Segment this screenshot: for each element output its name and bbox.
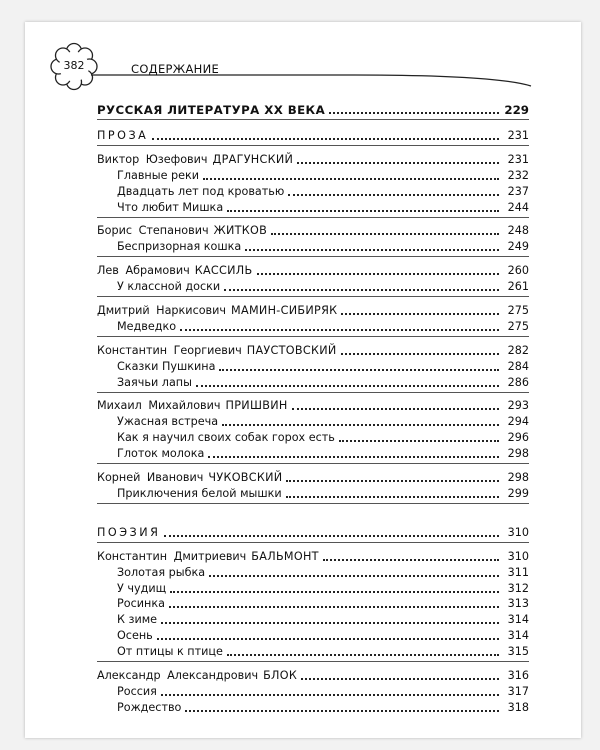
toc-work-row (97, 580, 529, 596)
work-title: Медведко (117, 319, 177, 333)
toc-work-row (97, 627, 529, 643)
author-given-name: Константин Георгиевич (97, 343, 242, 357)
dot-leader (323, 559, 499, 561)
work-title: Золотая рыбка (117, 565, 206, 579)
section-label: ПРОЗА (97, 129, 149, 142)
work-title: Глоток молока (117, 447, 205, 461)
dot-leader (209, 575, 499, 577)
toc-work-row (97, 429, 529, 445)
work-title: Ужасная встреча (117, 415, 219, 429)
toc-work-row (97, 643, 529, 659)
toc-work-row (97, 278, 529, 294)
author-surname: ПРИШВИН (225, 399, 288, 413)
toc-page-number: 311 (507, 565, 529, 579)
toc-work-row (97, 413, 529, 429)
dot-leader (185, 710, 499, 712)
toc-work-row (97, 199, 529, 215)
toc-author-row (97, 469, 529, 485)
divider (97, 542, 529, 543)
author-surname: МАМИН-СИБИРЯК (231, 304, 338, 318)
toc-work-row (97, 485, 529, 501)
work-title: Сказки Пушкина (117, 359, 216, 373)
dot-leader (222, 424, 499, 426)
dot-leader (157, 638, 499, 640)
toc-page-number: 315 (507, 645, 529, 659)
author-surname: БЛОК (263, 669, 298, 683)
author-surname: ЧУКОВСКИЙ (208, 471, 283, 485)
dot-leader (227, 210, 499, 212)
work-title: От птицы к птице (117, 645, 223, 659)
dot-leader (257, 273, 500, 275)
divider (97, 296, 529, 297)
dot-leader (297, 162, 499, 164)
toc-work-row (97, 564, 529, 580)
toc-page-number: 284 (507, 359, 529, 373)
toc-page-number: 244 (507, 200, 529, 214)
table-of-contents (97, 98, 529, 715)
toc-work-row (97, 167, 529, 183)
work-title: Беспризорная кошка (117, 240, 242, 254)
work-title: Приключения белой мышки (117, 486, 282, 500)
toc-page-number: 231 (507, 129, 529, 142)
dot-leader (219, 369, 499, 371)
work-title: К зиме (117, 613, 158, 627)
divider (97, 392, 529, 393)
dot-leader (161, 622, 499, 624)
toc-author-row (97, 398, 529, 414)
dot-leader (152, 138, 499, 140)
work-title: Заячьи лапы (117, 375, 192, 389)
divider (97, 145, 529, 146)
toc-page-number: 314 (507, 613, 529, 627)
section-label: ПОЭЗИЯ (97, 525, 161, 539)
dot-leader (227, 654, 499, 656)
toc-work-row (97, 611, 529, 627)
author-given-name: Михаил Михайлович (97, 399, 221, 413)
dot-leader (164, 535, 499, 537)
toc-page-number: 286 (507, 375, 529, 389)
toc-page-number: 310 (507, 525, 529, 539)
work-title: Двадцать лет под кроватью (117, 184, 285, 198)
dot-leader (339, 440, 499, 442)
toc-work-row (97, 358, 529, 374)
toc-page-number: 310 (507, 549, 529, 563)
toc-page-number: 282 (507, 343, 529, 357)
toc-page-number: 312 (507, 581, 529, 595)
divider (97, 119, 529, 120)
toc-page-number: 231 (507, 152, 529, 166)
work-title: Как я научил своих собак горох есть (117, 431, 335, 445)
work-title: Рождество (117, 700, 182, 714)
toc-work-row (97, 374, 529, 390)
dot-leader (203, 178, 499, 180)
toc-page-number: 317 (507, 684, 529, 698)
dot-leader (286, 480, 499, 482)
header-title: СОДЕРЖАНИЕ (131, 62, 220, 76)
toc-page-number: 298 (507, 447, 529, 461)
divider (97, 336, 529, 337)
toc-work-row (97, 318, 529, 334)
toc-author-row (97, 262, 529, 278)
toc-work-row (97, 183, 529, 199)
author-given-name: Виктор Юзефович (97, 152, 208, 166)
work-title: Осень (117, 629, 153, 643)
author-surname: ЖИТКОВ (213, 224, 268, 238)
toc-page-number: 296 (507, 431, 529, 445)
page-number: 382 (63, 59, 85, 72)
dot-leader (208, 456, 499, 458)
work-title: У классной доски (117, 280, 221, 294)
author-given-name: Константин Дмитриевич (97, 549, 247, 563)
toc-page-number: 232 (507, 168, 529, 182)
dot-leader (271, 233, 499, 235)
toc-page-number: 248 (507, 224, 529, 238)
work-title: У чудищ (117, 581, 167, 595)
dot-leader (329, 112, 499, 114)
author-given-name: Дмитрий Наркисович (97, 304, 227, 318)
author-surname: ДРАГУНСКИЙ (212, 152, 294, 166)
toc-work-row (97, 683, 529, 699)
toc-page-number: 293 (507, 399, 529, 413)
dot-leader (180, 329, 499, 331)
toc-author-row (97, 151, 529, 167)
dot-leader (169, 606, 499, 608)
toc-work-row (97, 238, 529, 254)
divider (97, 503, 529, 504)
author-given-name: Борис Степанович (97, 224, 209, 238)
header-rule (91, 75, 531, 86)
toc-work-row (97, 445, 529, 461)
toc-page-number: 299 (507, 486, 529, 500)
toc-work-row (97, 699, 529, 715)
toc-page-number: 318 (507, 700, 529, 714)
author-surname: ПАУСТОВСКИЙ (246, 343, 337, 357)
dot-leader (170, 591, 499, 593)
toc-page-number: 260 (507, 264, 529, 278)
toc-page-number: 261 (507, 280, 529, 294)
divider (97, 217, 529, 218)
author-given-name: Александр Александрович (97, 669, 259, 683)
toc-page-number: 313 (507, 597, 529, 611)
toc-section-poetry (97, 522, 529, 540)
divider (97, 661, 529, 662)
toc-section-prose (97, 125, 529, 143)
toc-author-row (97, 548, 529, 564)
toc-page-number: 298 (507, 471, 529, 485)
toc-main-entry (97, 98, 529, 117)
dot-leader (341, 353, 499, 355)
toc-page-number: 249 (507, 240, 529, 254)
author-given-name: Лев Абрамович (97, 264, 190, 278)
toc-page-number: 294 (507, 415, 529, 429)
toc-page-number: 229 (504, 103, 529, 117)
toc-work-row (97, 596, 529, 612)
work-title: Росинка (117, 597, 165, 611)
author-surname: КАССИЛЬ (194, 264, 253, 278)
work-title: Главные реки (117, 168, 200, 182)
author-surname: БАЛЬМОНТ (251, 549, 319, 563)
toc-author-row (97, 223, 529, 239)
divider (97, 463, 529, 464)
dot-leader (286, 496, 499, 498)
dot-leader (288, 194, 499, 196)
author-given-name: Корней Иванович (97, 471, 204, 485)
work-title: Россия (117, 684, 157, 698)
toc-page-number: 275 (507, 319, 529, 333)
toc-author-row (97, 302, 529, 318)
toc-page-number: 275 (507, 304, 529, 318)
toc-page-number: 314 (507, 629, 529, 643)
dot-leader (301, 678, 499, 680)
dot-leader (196, 385, 499, 387)
toc-page-number: 237 (507, 184, 529, 198)
toc-page-number: 316 (507, 669, 529, 683)
dot-leader (292, 408, 499, 410)
dot-leader (341, 313, 499, 315)
dot-leader (161, 694, 499, 696)
toc-author-row (97, 667, 529, 683)
toc-author-row (97, 342, 529, 358)
divider (97, 256, 529, 257)
dot-leader (245, 249, 499, 251)
work-title: Что любит Мишка (117, 200, 224, 214)
dot-leader (224, 289, 499, 291)
toc-main-label: РУССКАЯ ЛИТЕРАТУРА ХХ ВЕКА (97, 103, 326, 117)
